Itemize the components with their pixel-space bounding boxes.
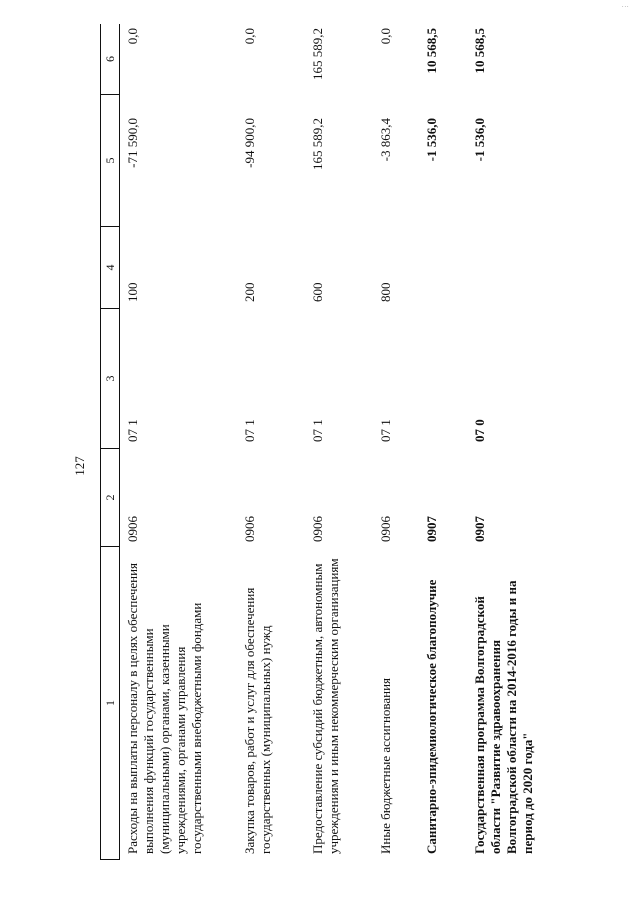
row-3-kind: 600 bbox=[310, 282, 325, 302]
row-5-amount-2: 10 568,5 bbox=[424, 28, 439, 74]
row-2-amount: -94 900,0 bbox=[242, 118, 257, 168]
row-6-kind bbox=[467, 226, 608, 308]
row-4-name: Иные бюджетные ассигнования bbox=[378, 677, 393, 854]
row-2-name: Закупка товаров, работ и услуг для обеспечения государственных (муниципальных) нужд bbox=[242, 587, 273, 854]
row-2-kind: 200 bbox=[242, 282, 257, 302]
row-1-amount: -71 590,0 bbox=[125, 118, 140, 168]
row-1-code: 0906 bbox=[125, 516, 140, 542]
row-3-section: 07 1 bbox=[310, 419, 325, 442]
column-header-4: 4 bbox=[100, 226, 120, 308]
row-6-code: 0907 bbox=[472, 516, 487, 542]
row-6-name: Государственная программа Волгоградской области "Развитие здравоохранения Волгоградской области на 2014-2016 годы и на период до 2020 года" bbox=[472, 580, 535, 854]
edge-mark: ... bbox=[622, 3, 630, 9]
row-2-amount-2: 0,0 bbox=[242, 28, 257, 45]
column-header-2: 2 bbox=[100, 448, 120, 546]
row-5-code: 0907 bbox=[424, 516, 439, 542]
row-5-kind bbox=[419, 226, 467, 308]
row-1-amount-2: 0,0 bbox=[125, 28, 140, 45]
rotated-sheet bbox=[100, 24, 608, 860]
row-5-amount: -1 536,0 bbox=[424, 118, 439, 162]
row-1-section: 07 1 bbox=[125, 419, 140, 442]
budget-table bbox=[100, 24, 608, 860]
column-header-3: 3 bbox=[100, 308, 120, 448]
row-1-kind: 100 bbox=[125, 282, 140, 302]
row-4-amount: -3 863,4 bbox=[378, 118, 393, 162]
row-4-section: 07 1 bbox=[378, 419, 393, 442]
row-6-amount: -1 536,0 bbox=[472, 118, 487, 162]
row-1-name: Расходы на выплаты персоналу в целях обеспечения выполнения функций государственными (муниципальными) органами, казенными учреждениями, органами управления государственными внебюджетными фондами bbox=[125, 562, 204, 854]
column-header-6: 6 bbox=[100, 24, 120, 94]
row-2-section: 07 1 bbox=[242, 419, 257, 442]
row-3-code: 0906 bbox=[310, 516, 325, 542]
row-5-name: Санитарно-эпидемиологическое благополучие bbox=[424, 579, 439, 854]
row-5-section bbox=[419, 308, 467, 448]
column-header-1: 1 bbox=[100, 546, 120, 860]
row-4-code: 0906 bbox=[378, 516, 393, 542]
row-3-amount-2: 165 589,2 bbox=[310, 28, 325, 80]
row-4-kind: 800 bbox=[378, 282, 393, 302]
row-3-name: Предоставление субсидий бюджетным, автономным учреждениям и иным некоммерческим организациям bbox=[310, 558, 341, 854]
row-3-amount: 165 589,2 bbox=[310, 118, 325, 170]
row-6-section: 07 0 bbox=[472, 419, 487, 442]
row-2-code: 0906 bbox=[242, 516, 257, 542]
row-4-amount-2: 0,0 bbox=[378, 28, 393, 45]
column-header-5: 5 bbox=[100, 94, 120, 226]
page-number: 127 bbox=[72, 456, 87, 476]
row-6-amount-2: 10 568,5 bbox=[472, 28, 487, 74]
